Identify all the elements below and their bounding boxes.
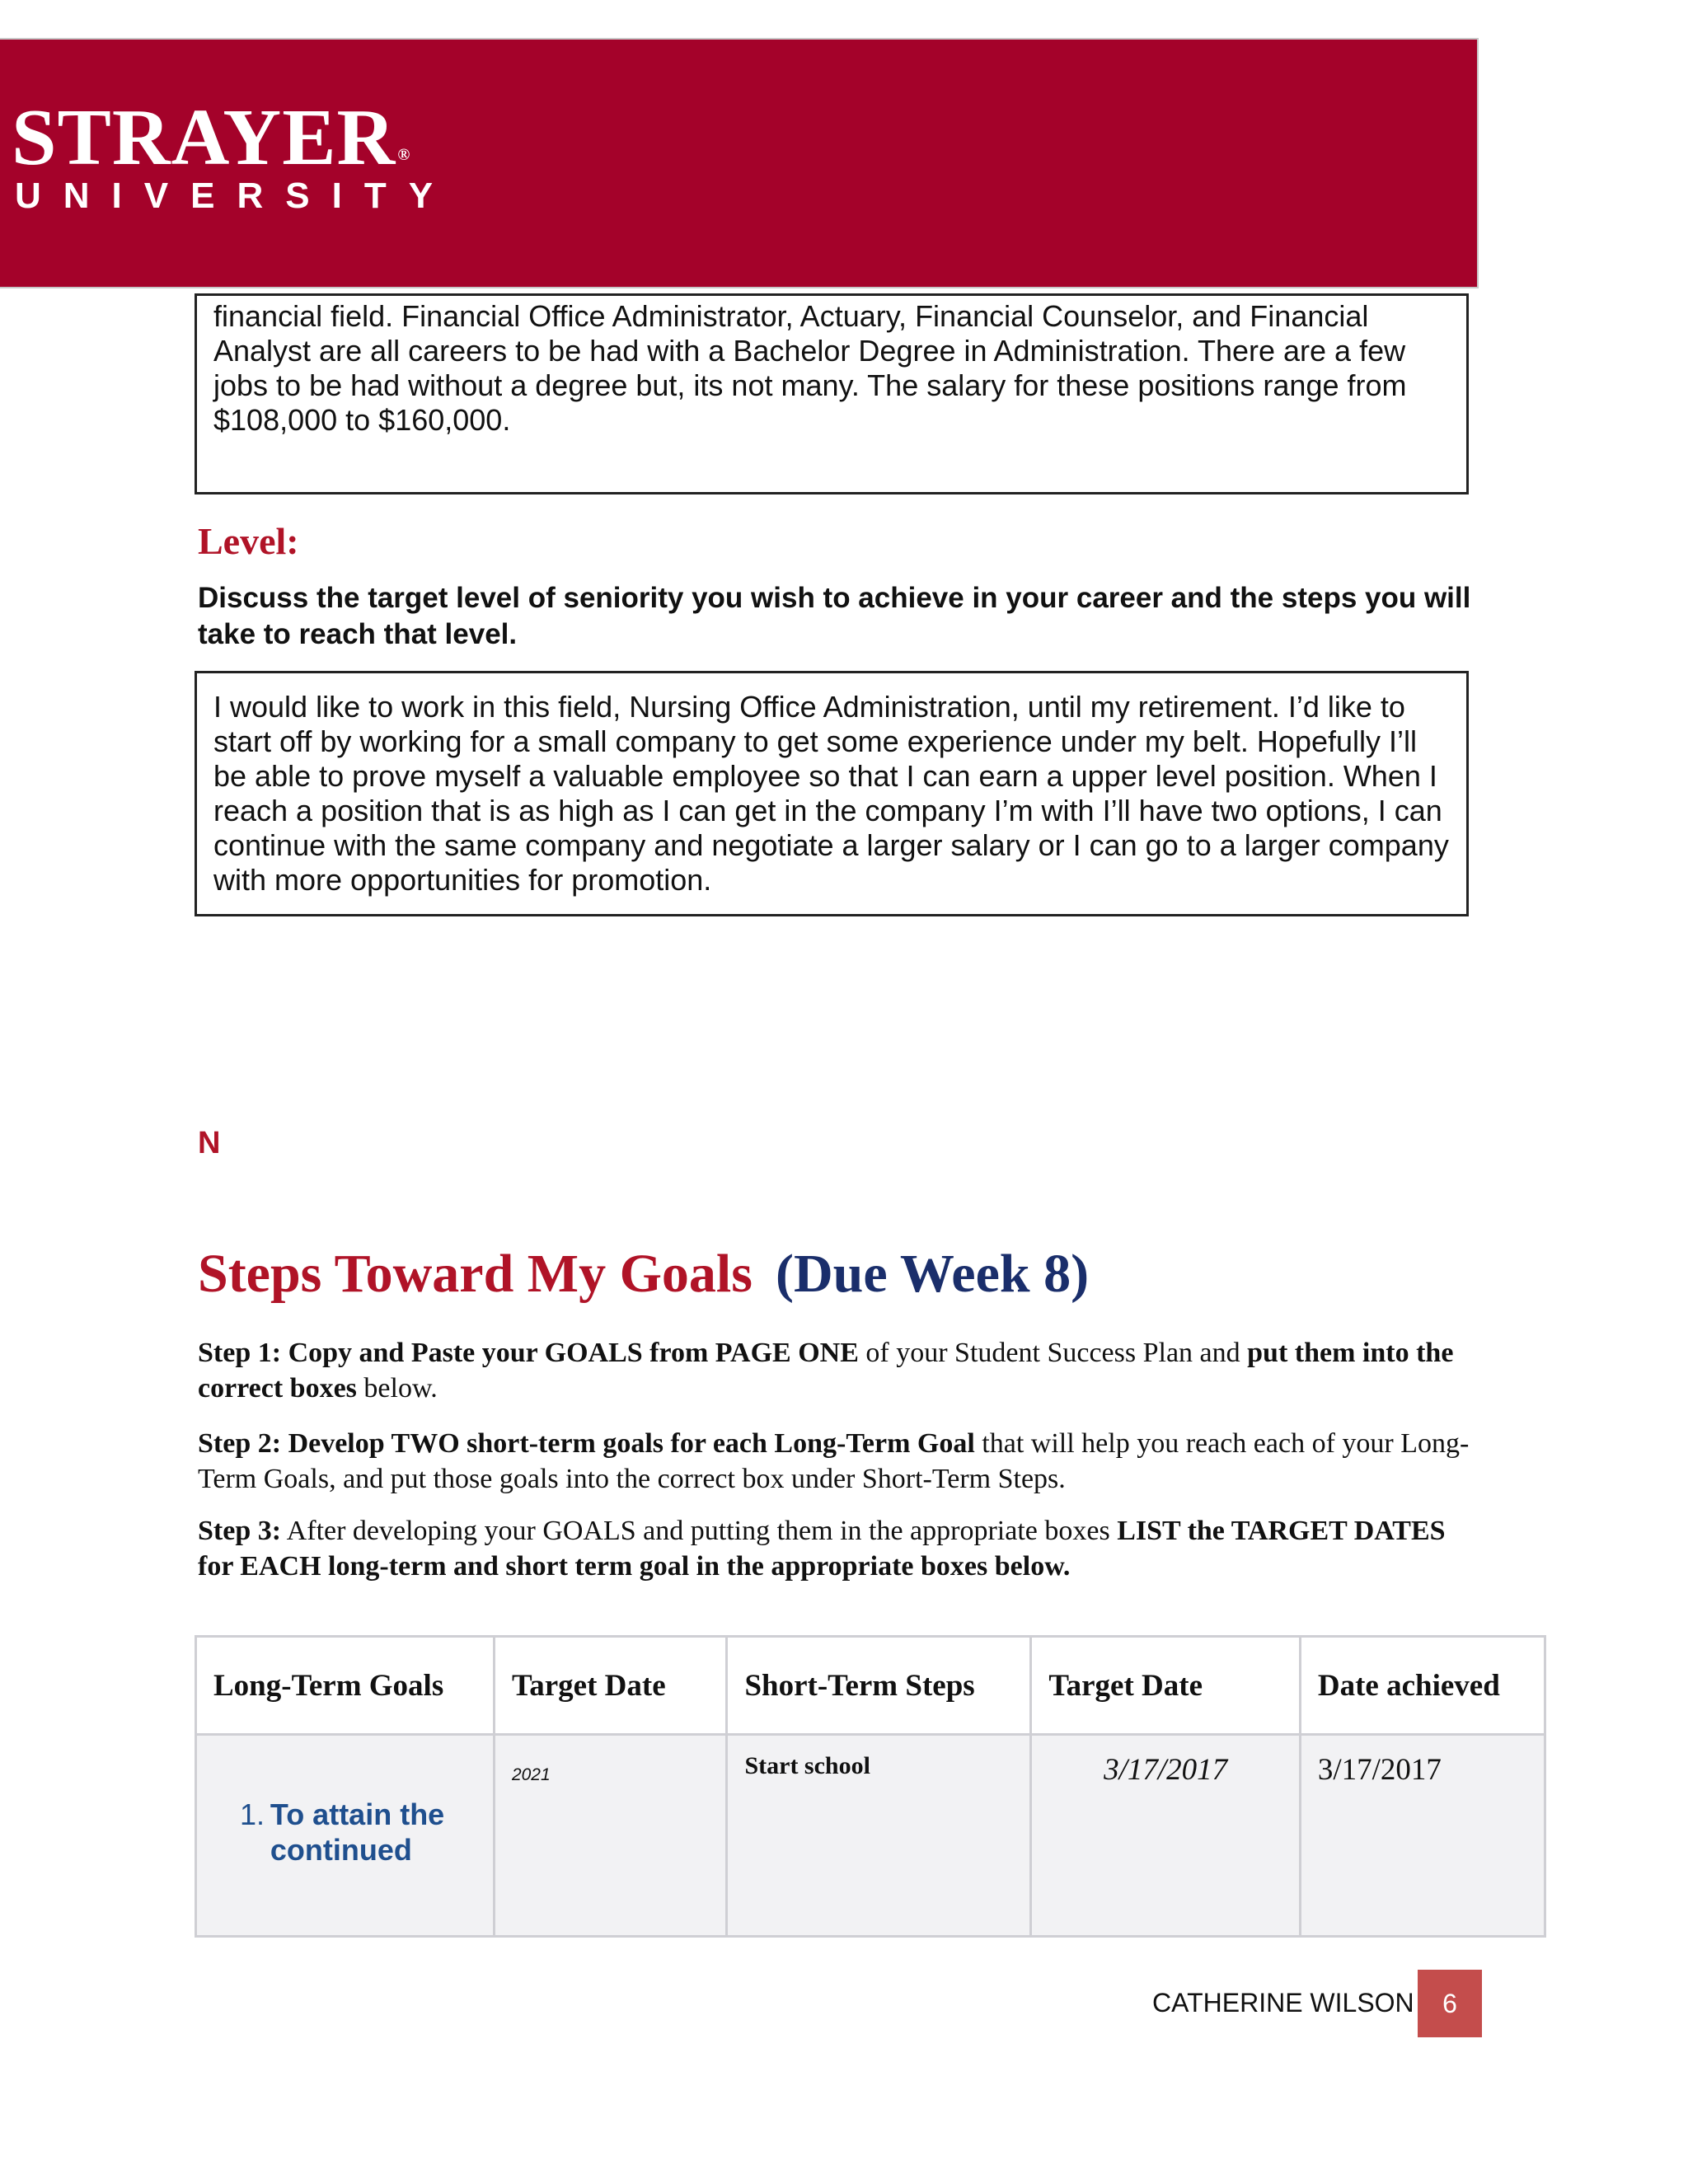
registered-mark: ® (397, 146, 411, 164)
table-row (196, 1735, 1545, 1937)
header-short-term-steps: Short-Term Steps (727, 1637, 1031, 1735)
step-1-label: Step 1: (198, 1338, 282, 1368)
step-1-bold-b: put them into the correct boxes (198, 1338, 1454, 1404)
footer-page-number: 6 (1418, 1970, 1482, 2037)
table-header-row (196, 1637, 1545, 1735)
university-logo (12, 93, 411, 182)
steps-title: Steps Toward My Goals (198, 1244, 753, 1304)
step-2-bold-a: Develop TWO short-term goals for each Long-Term Goal (288, 1428, 975, 1459)
step-1-instruction (198, 1335, 1484, 1406)
step-2-text-a: that will help you reach each of your Long-Term Goals, and put those goals into the correct box under Short-Term Steps. (198, 1428, 1470, 1494)
stray-letter: N (198, 1126, 221, 1160)
cell-short-term-step[interactable]: Start school (727, 1735, 1031, 1937)
goals-table (195, 1635, 1546, 1938)
due-week-label: (Due Week 8) (775, 1244, 1090, 1304)
goal-text: To attain the continued (270, 1797, 445, 1867)
step-2-instruction (198, 1426, 1484, 1497)
cell-date-achieved[interactable]: 3/17/2017 (1300, 1735, 1545, 1937)
header-date-achieved: Date achieved (1300, 1637, 1545, 1735)
header-target-date: Target Date (494, 1637, 727, 1735)
cell-step-target-date[interactable]: 3/17/2017 (1031, 1735, 1301, 1937)
level-heading: Level: (198, 520, 299, 562)
step-3-text-a: After developing your GOALS and putting them in the appropriate boxes (281, 1516, 1118, 1546)
cell-long-term-goal[interactable] (196, 1735, 495, 1937)
level-answer-text: I would like to work in this field, Nursing Office Administration, until my retirement. I’d like to start off by working for a small company to get some experience under my belt. Hopefully I’ll be able to prove myself a valuable employee so that I can earn a upper level position. When I reach a position that is as high as I can get in the company I’m with I’ll have two options, I can continue with the same company and negotiate a larger salary or I can go to a larger company with more opportunities for promotion. (213, 690, 1449, 897)
career-text: financial field. Financial Office Administrator, Actuary, Financial Counselor, and Financial Analyst are all careers to be had with a Bachelor Degree in Administration. There are a few jobs to be had without a degree but, its not many. The salary for these positions range from $108,000 to $160,000. (213, 299, 1407, 437)
header-long-term-goals: Long-Term Goals (196, 1637, 495, 1735)
goal-number: 1. (240, 1797, 265, 1831)
footer-author-name: CATHERINE WILSON (1152, 1988, 1414, 2018)
goal-list-item (213, 1752, 476, 1868)
header-step-target-date: Target Date (1031, 1637, 1301, 1735)
level-prompt: Discuss the target level of seniority you wish to achieve in your career and the steps you will take to reach that level. (198, 582, 1471, 650)
step-1-text-b: below. (356, 1373, 438, 1404)
steps-heading (198, 1243, 1089, 1305)
level-answer-box[interactable] (195, 671, 1469, 916)
step-3-label: Step 3: (198, 1516, 282, 1546)
logo-sub-text: UNIVERSITY (15, 176, 456, 216)
logo-main-text: STRAYER (12, 93, 396, 182)
step-2-label: Step 2: (198, 1428, 282, 1459)
step-1-bold-a: Copy and Paste your GOALS from PAGE ONE (288, 1338, 859, 1368)
cell-target-date[interactable]: 2021 (494, 1735, 727, 1937)
step-3-bold-a: LIST the TARGET DATES for EACH long-term and short term goal in the appropriate boxes below. (198, 1516, 1446, 1582)
step-1-text-a: of your Student Success Plan and (858, 1338, 1248, 1368)
step-3-instruction (198, 1513, 1484, 1584)
career-text-box[interactable] (195, 293, 1469, 494)
